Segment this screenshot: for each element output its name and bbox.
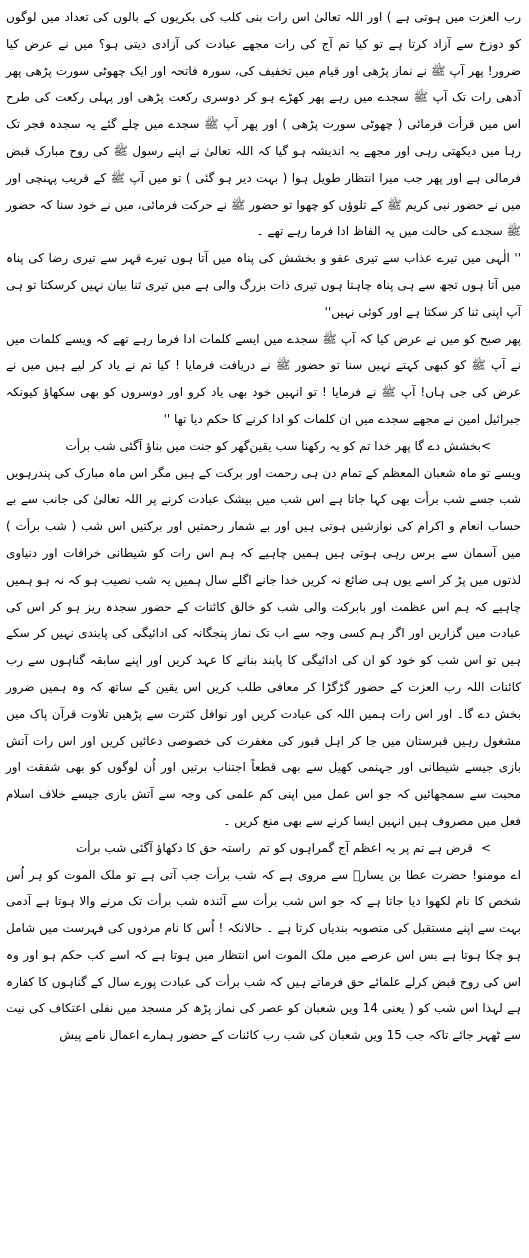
verse-couplet-2 — [6, 835, 521, 862]
verse-hemistich-right: قرض ہے تم پر یہ اعظم آج گمراہوں کو تم — [258, 840, 473, 855]
verse-marker: > — [480, 840, 491, 855]
paragraph-shab-e-barat-virtues: ویسے تو ماہ شعبان المعظم کے تمام دن ہی رحمت اور برکت کے ہیں مگر اس ماہ مبارک کی پندرہویں شب جسے شب برأت بھی کہا جاتا ہے اس شب میں بیشک عبادت کرنے پر اللہ تعالیٰ کی جانب سے بے حساب انعام و اکرام کی نوازشیں ہوتی ہیں اور بے شمار رحمتیں اور برکتیں اس شب ( شب برأت ) میں آسمان سے برس رہی ہوتی ہیں ہمیں چاہیے کہ ہم اس رات کو شیطانی خرافات اور دنیاوی لذتوں میں پڑ کر اسے یوں ہی ضائع نہ کریں خدا جانے اگلے سال ہمیں یہ شب نصیب ہو کہ نہ ہو ہمیں چاہیے کہ ہم اس عظمت اور بابرکت والی شب کو خالق کائنات کے حضور سجدہ ریز ہو کر اس کی عبادت میں گزاریں اور اگر ہم کسی وجہ سے اب تک نماز پنجگانہ کی ادائیگی کی پابندی نہیں کر سکے ہیں تو اس شب کو خود کو ان کی ادائیگی کا پابند بنانے کا عہد کریں اور اپنے سابقہ گناہوں سے رب کائنات اللہ رب العزت کے حضور گڑگڑا کر معافی طلب کریں اس یقین کے ساتھ کہ وہ ہمیں ضرور بخش دے گا۔ اور اس رات ہمیں اللہ کی عبادت کریں اور نوافل کثرت سے پڑھیں تلاوت قرآن پاک میں مشغول رہیں قبرستان میں جا کر اہل قبور کی مغفرت کی خصوصی دعائیں کریں اور اس رات آتش بازی جیسے شیطانی اور جہنمی کھیل سے بھی قطعاً اجتناب برتیں اور اُن لوگوں کو بھی شفقت اور محبت سے سمجھائیں کہ جو اس عمل میں اپنی کم علمی کی وجہ سے آتش بازی جیسے خلاف اسلام فعل میں مصروف ہیں انہیں ایسا کرنے سے بھی منع کریں ۔ — [6, 465, 521, 828]
verse-hemistich-left: گھر کو جنت میں بناؤ آگئی شب برأت — [65, 438, 250, 453]
verse-hemistich-right: بخشش دے گا پھر خدا تم کو یہ رکھنا سب یقین — [249, 438, 481, 453]
paragraph-hadith-narration: رب العزت میں ہوتی ہے ) اور اللہ تعالیٰ اس رات بنی کلب کی بکریوں کے بالوں کی تعداد میں لوگوں کو دوزخ سے آزاد کرتا ہے تو کیا تم آج کی رات مجھے عبادت کی آزادی دیتی ہو؟ میں نے عرض کیا ضرور! پھر آپ ﷺ نے نماز پڑھی اور قیام میں تخفیف کی، سورہ فاتحہ اور ایک چھوٹی سورت پڑھی پھر آدھی رات تک آپ ﷺ سجدے میں رہے پھر کھڑے ہو کر دوسری رکعت پڑھی اور پہلی رکعت کی طرح اس میں قرأت فرمائی ( چھوٹی سورت پڑھی ) اور پھر آپ ﷺ سجدے میں چلے گئے یہ سجدہ فجر تک رہا میں دیکھتی رہی اور مجھے یہ اندیشہ ہو گیا کہ اللہ تعالیٰ نے اپنے رسول ﷺ کی روح مبارک قبض فرمالی ہے اور پھر جب میرا انتظار طویل ہوا ( بہت دیر ہو گئی ) تو میں آپ ﷺ کے قریب پہنچی اور میں نے حضور نبی کریم ﷺ کے تلوؤں کو چھوا تو حضور ﷺ نے حرکت فرمائی، میں نے خود سنا کہ حضور ﷺ سجدے کی حالت میں یہ الفاظ ادا فرما رہے تھے ۔ — [6, 10, 521, 239]
paragraph-ata-bin-yasar: اے مومنو! حضرت عطا بن یسارؓ سے مروی ہے کہ شب برأت جب آتی ہے تو ملک الموت کو ہر اُس شخص کا نام لکھوا دیا جاتا ہے کہ جو اس شب برأت سے آئندہ شب برأت تک مرنے والا ہوتا ہے آدمی بہت سے اپنے مستقبل کی منصوبہ بندیاں کرتا ہے ۔ حالانکہ ! اُس کا نام مردوں کی فہرست میں شامل ہو چکا ہوتا ہے بس اس عرصے میں ملک الموت اس انتظار میں ہوتا ہے کہ اسے کب حکم ہو اور وہ اس کی روح قبض کرلے علمائے حق فرماتے ہیں کہ شب برأت کی عبادت پورے سال کے گناہوں کا کفارہ ہے لہذا اس شب کو ( یعنی 14 ویں شعبان کو عصر کی نماز پڑھ کر مسجد میں نفلی اعتکاف کی نیت سے ٹھہر جائے تاکہ جب 15 ویں شعبان کی شب رب کائنات کے حضور ہمارے اعمال نامے پیش — [6, 867, 522, 1043]
paragraph-dua-quote: '' الٰہی میں تیرے عذاب سے تیری عفو و بخشش کی پناہ میں آتا ہوں تیرے قہر سے تیری رضا کی پناہ میں آتا ہوں تجھ سے ہی پناہ چاہتا ہوں تیری ذات بزرگ والی ہے میں تیری ثنا بیان نہیں کرسکتا تو ہی آپ اپنی ثنا کر سکتا ہے اور کوئی نہیں'' — [6, 251, 521, 319]
paragraph-morning-question: پھر صبح کو میں نے عرض کیا کہ آپ ﷺ سجدے میں ایسے کلمات ادا فرما رہے تھے کہ ویسے کلمات میں نے آپ ﷺ کو کبھی کہتے نہیں سنا تو حضور ﷺ نے دریافت فرمایا ! کیا تم نے یاد کر لیے ہیں میں نے عرض کی جی ہاں! آپ ﷺ نے فرمایا ! تو انہیں خود بھی یاد کرو اور دوسروں کو بھی سکھاؤ کیونکہ جبرائیل امین نے مجھے سجدے میں ان کلمات کو ادا کرنے کا حکم دیا تھا '' — [6, 331, 521, 426]
verse-hemistich-left: راستہ حق کا دکھاؤ آگئی شب برأت — [76, 840, 251, 855]
verse-marker: > — [480, 438, 491, 453]
verse-couplet-1 — [6, 433, 521, 460]
